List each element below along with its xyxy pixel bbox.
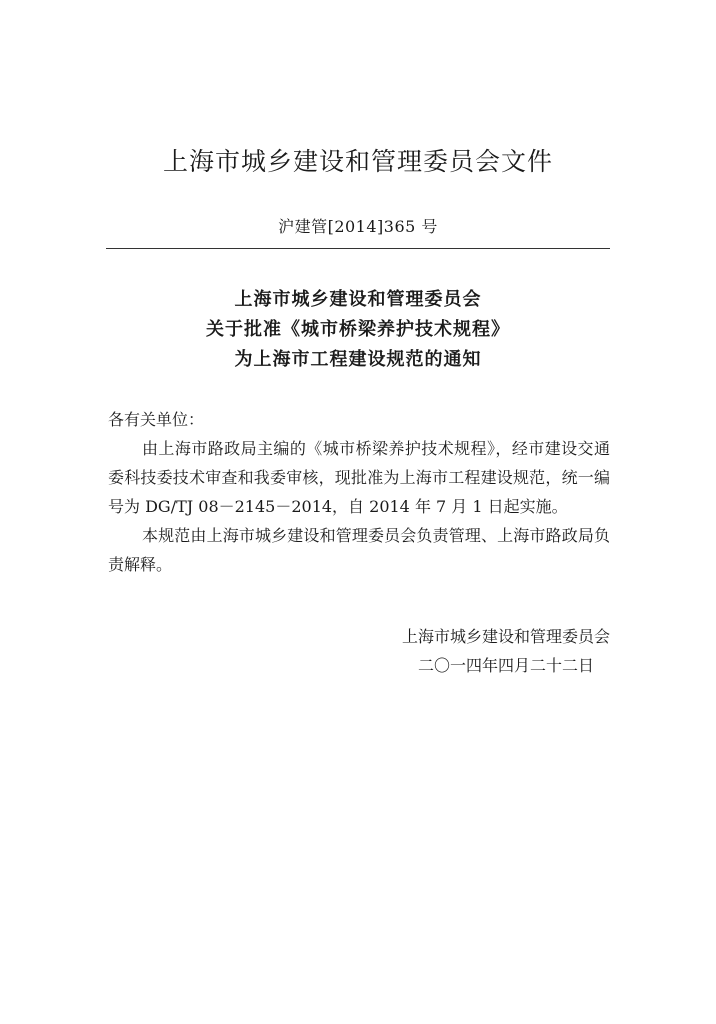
notice-body — [108, 405, 610, 579]
signature-org: 上海市城乡建设和管理委员会 — [401, 627, 610, 646]
header-divider — [106, 248, 610, 249]
body-paragraph-2: 本规范由上海市城乡建设和管理委员会负责管理、上海市路政局负责解释。 — [108, 526, 610, 574]
salutation: 各有关单位： — [108, 410, 205, 429]
signature-block — [402, 622, 610, 680]
signature-date: 二〇一四年四月二十二日 — [417, 656, 594, 675]
notice-title-line-3: 为上海市工程建设规范的通知 — [234, 349, 482, 370]
notice-title-line-2: 关于批准《城市桥梁养护技术规程》 — [206, 319, 510, 340]
issuer-heading: 上海市城乡建设和管理委员会文件 — [162, 147, 553, 176]
body-paragraph-1: 由上海市路政局主编的《城市桥梁养护技术规程》，经市建设交通委科技委技术审查和我委审核，现批准为上海市工程建设规范，统一编号为 DG/TJ 08－2145－2014，自 2014 年 7 月 1 日起实施。 — [108, 439, 610, 516]
notice-title — [0, 285, 716, 375]
document-number: 沪建管[2014]365 号 — [278, 217, 438, 236]
notice-title-line-1: 上海市城乡建设和管理委员会 — [234, 289, 482, 310]
